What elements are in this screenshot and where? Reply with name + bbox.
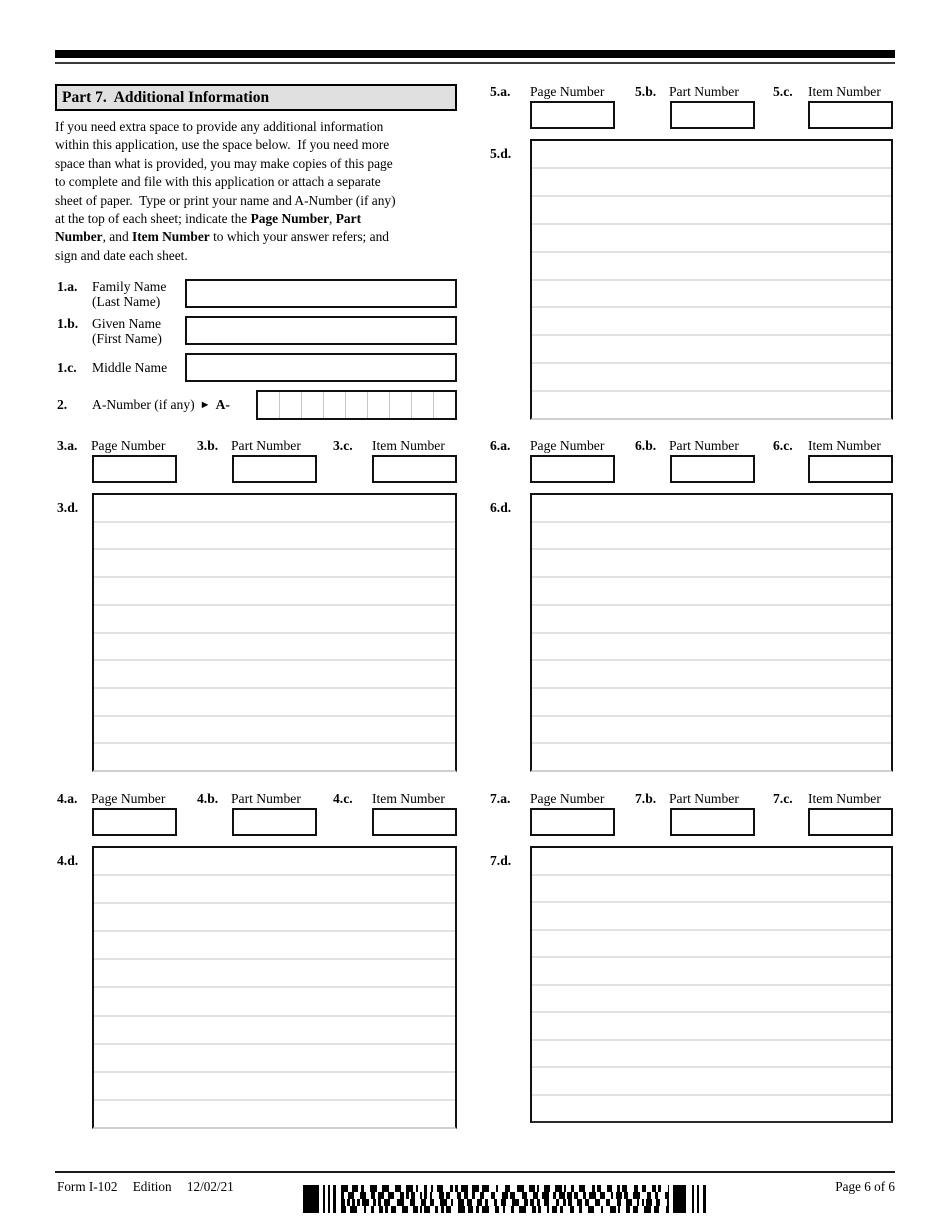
page-number-label: Page Number <box>91 791 166 806</box>
additional-info-line[interactable] <box>532 550 891 578</box>
field-row-given-name <box>55 316 457 345</box>
item-number-label: 4.b. <box>197 791 219 806</box>
footer-page-info: Page 6 of 6 <box>835 1179 895 1194</box>
intro-line: within this application, use the space below. If you need more <box>55 137 390 153</box>
field-number-label: 2. <box>57 397 68 412</box>
item-number-label: 5.a. <box>490 84 511 99</box>
additional-info-line[interactable] <box>94 689 455 717</box>
item-number-input-5c[interactable] <box>808 101 893 129</box>
item-number-label: 6.c. <box>773 438 793 453</box>
additional-info-line[interactable] <box>532 986 891 1014</box>
right-arrow-icon: ► <box>199 398 211 411</box>
given-name-input[interactable] <box>185 316 457 345</box>
a-number-cell[interactable] <box>390 392 412 418</box>
field-number-label: 1.b. <box>57 316 79 331</box>
field-row-a-number <box>55 390 457 420</box>
additional-info-line[interactable] <box>532 606 891 634</box>
intro-line: sheet of paper. Type or print your name and A-Number (if any) <box>55 192 396 208</box>
intro-line: If you need extra space to provide any additional information <box>55 119 384 134</box>
barcode <box>303 1185 714 1213</box>
intro-line: Number, and Item Number to which your answer refers; and <box>55 229 389 245</box>
a-number-cell[interactable] <box>412 392 434 418</box>
family-name-input[interactable] <box>185 279 457 308</box>
part-number-input-6b[interactable] <box>670 455 755 483</box>
item-number-input-3c[interactable] <box>372 455 457 483</box>
additional-info-area-4d[interactable] <box>92 846 457 1129</box>
item-number-label: 6.d. <box>490 500 512 515</box>
additional-info-line[interactable] <box>94 932 455 960</box>
field-row-middle-name <box>55 353 457 382</box>
a-number-cell[interactable] <box>324 392 346 418</box>
additional-info-area-5d[interactable] <box>530 139 893 420</box>
part-number-input-3b[interactable] <box>232 455 317 483</box>
item-number-label-text: Item Number <box>808 438 881 453</box>
footer-rule <box>55 1171 895 1173</box>
additional-info-line[interactable] <box>532 634 891 662</box>
part7-header <box>55 84 457 111</box>
additional-info-line[interactable] <box>94 661 455 689</box>
intro-line: to complete and file with this application or attach a separate <box>55 174 381 190</box>
item-number-label: 6.a. <box>490 438 511 453</box>
item-number-label: 4.d. <box>57 853 79 868</box>
additional-info-line[interactable] <box>532 141 891 169</box>
part-number-label: Part Number <box>231 438 301 453</box>
a-number-input-grid[interactable] <box>256 390 457 420</box>
item-number-label: 3.a. <box>57 438 78 453</box>
part-number-input-7b[interactable] <box>670 808 755 836</box>
item-number-input-7c[interactable] <box>808 808 893 836</box>
field-label: Middle Name <box>92 359 168 375</box>
item-number-label: 4.a. <box>57 791 78 806</box>
field-row-family-name <box>55 279 457 308</box>
item-number-label: 7.c. <box>773 791 793 806</box>
part-number-label: Part Number <box>231 791 301 806</box>
item-number-label: 7.d. <box>490 853 512 868</box>
additional-info-area-6d[interactable] <box>530 493 893 772</box>
item-number-input-4c[interactable] <box>372 808 457 836</box>
part-number-input-5b[interactable] <box>670 101 755 129</box>
part-number-input-4b[interactable] <box>232 808 317 836</box>
additional-info-line[interactable] <box>532 1041 891 1069</box>
intro-line: sign and date each sheet. <box>55 247 188 263</box>
part-number-label: Part Number <box>669 791 739 806</box>
form-number: Form I-102 <box>57 1179 118 1194</box>
additional-info-line[interactable] <box>94 744 455 770</box>
additional-info-line[interactable] <box>532 392 891 418</box>
additional-info-line[interactable] <box>532 717 891 745</box>
additional-info-line[interactable] <box>532 197 891 225</box>
additional-info-line[interactable] <box>94 606 455 634</box>
edition-label: Edition <box>132 1179 172 1194</box>
item-number-input-6c[interactable] <box>808 455 893 483</box>
additional-info-line[interactable] <box>532 169 891 197</box>
page-number-label: Page Number <box>530 84 605 99</box>
intro-line: at the top of each sheet; indicate the Page Number, Part <box>55 211 362 227</box>
additional-info-line[interactable] <box>94 848 455 876</box>
item-number-label: 6.b. <box>635 438 657 453</box>
additional-info-line[interactable] <box>532 1068 891 1096</box>
additional-info-line[interactable] <box>94 523 455 551</box>
additional-info-line[interactable] <box>94 578 455 606</box>
additional-info-line[interactable] <box>532 931 891 959</box>
item-number-label: 7.a. <box>490 791 511 806</box>
additional-info-line[interactable] <box>532 364 891 392</box>
additional-info-line[interactable] <box>94 550 455 578</box>
item-number-label: 3.b. <box>197 438 219 453</box>
additional-info-line[interactable] <box>532 744 891 770</box>
additional-info-line[interactable] <box>94 988 455 1016</box>
additional-info-line[interactable] <box>532 903 891 931</box>
a-number-cell[interactable] <box>258 392 280 418</box>
field-number-label: 1.c. <box>57 360 77 375</box>
item-number-label-text: Item Number <box>372 438 445 453</box>
item-number-label: 3.c. <box>333 438 353 453</box>
additional-info-line[interactable] <box>532 1013 891 1041</box>
a-number-cell[interactable] <box>434 392 455 418</box>
additional-info-line[interactable] <box>94 876 455 904</box>
edition-date: 12/02/21 <box>186 1179 234 1194</box>
item-number-label: 3.d. <box>57 500 79 515</box>
additional-info-line[interactable] <box>532 848 891 876</box>
page-number-label: Page Number <box>91 438 166 453</box>
additional-info-line[interactable] <box>532 281 891 309</box>
part-number-label: Part Number <box>669 84 739 99</box>
item-number-label: 5.d. <box>490 146 512 161</box>
field-label: Family Name (Last Name) <box>92 279 167 310</box>
additional-info-line[interactable] <box>532 958 891 986</box>
additional-info-line[interactable] <box>532 1096 891 1122</box>
page-number-label: Page Number <box>530 791 605 806</box>
part7-title: Part 7. Additional Information <box>62 89 270 106</box>
page-number-input-4a[interactable] <box>92 808 177 836</box>
a-number-cell[interactable] <box>280 392 302 418</box>
item-number-label: 5.b. <box>635 84 657 99</box>
a-number-prefix: A- <box>215 397 230 412</box>
additional-info-line[interactable] <box>532 578 891 606</box>
additional-info-line[interactable] <box>532 661 891 689</box>
item-number-label-text: Item Number <box>808 84 881 99</box>
additional-info-line[interactable] <box>94 495 455 523</box>
additional-info-line[interactable] <box>94 960 455 988</box>
additional-info-line[interactable] <box>94 1073 455 1101</box>
header-rule-thick <box>55 50 895 58</box>
additional-info-line[interactable] <box>532 308 891 336</box>
additional-info-line[interactable] <box>94 717 455 745</box>
a-number-cell[interactable] <box>302 392 324 418</box>
item-number-label: 5.c. <box>773 84 793 99</box>
additional-info-line[interactable] <box>94 1017 455 1045</box>
part-number-label: Part Number <box>669 438 739 453</box>
item-number-label: 4.c. <box>333 791 353 806</box>
additional-info-line[interactable] <box>94 634 455 662</box>
page-number-input-5a[interactable] <box>530 101 615 129</box>
footer-form-info <box>57 1179 234 1195</box>
intro-text <box>55 118 467 265</box>
additional-info-line[interactable] <box>532 495 891 523</box>
header-rule-thin <box>55 62 895 64</box>
a-number-cell[interactable] <box>346 392 368 418</box>
item-number-label: 7.b. <box>635 791 657 806</box>
additional-info-line[interactable] <box>94 904 455 932</box>
additional-info-line[interactable] <box>532 253 891 281</box>
additional-info-area-7d[interactable] <box>530 846 893 1123</box>
additional-info-line[interactable] <box>532 876 891 904</box>
additional-info-line[interactable] <box>532 523 891 551</box>
additional-info-line[interactable] <box>94 1045 455 1073</box>
item-number-label-text: Item Number <box>808 791 881 806</box>
page-number-input-7a[interactable] <box>530 808 615 836</box>
additional-info-line[interactable] <box>532 336 891 364</box>
field-label: Given Name (First Name) <box>92 316 162 347</box>
intro-line: space than what is provided, you may make copies of this page <box>55 155 393 171</box>
additional-info-line[interactable] <box>532 689 891 717</box>
item-number-label-text: Item Number <box>372 791 445 806</box>
additional-info-area-3d[interactable] <box>92 493 457 772</box>
a-number-label: A-Number (if any) ► A- <box>92 397 230 412</box>
a-number-cell[interactable] <box>368 392 390 418</box>
field-number-label: 1.a. <box>57 279 78 294</box>
additional-info-line[interactable] <box>532 225 891 253</box>
page-number-input-6a[interactable] <box>530 455 615 483</box>
page-number-input-3a[interactable] <box>92 455 177 483</box>
page-number-label: Page Number <box>530 438 605 453</box>
additional-info-line[interactable] <box>94 1101 455 1127</box>
middle-name-input[interactable] <box>185 353 457 382</box>
